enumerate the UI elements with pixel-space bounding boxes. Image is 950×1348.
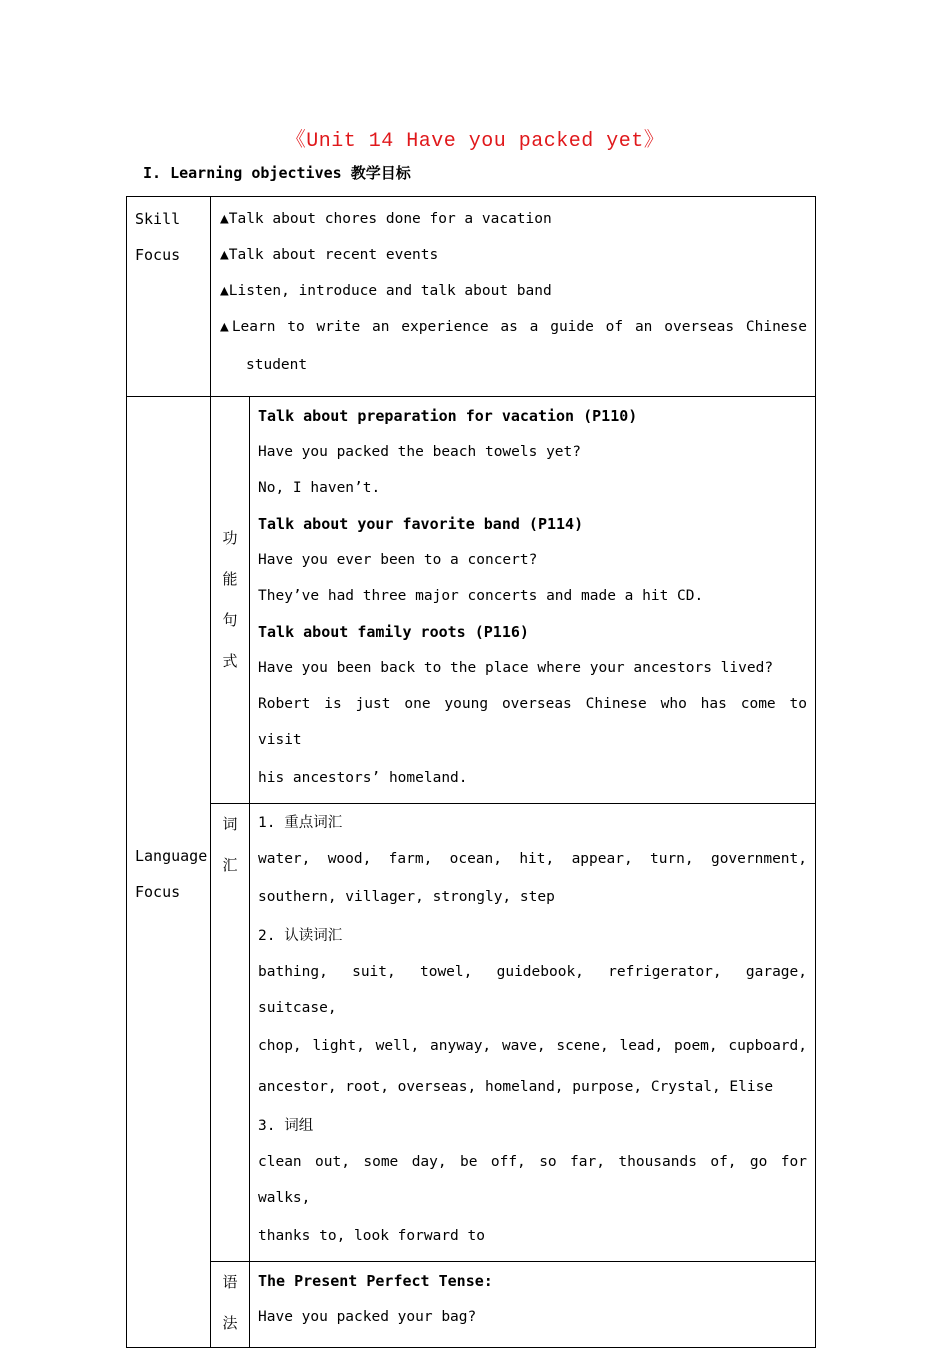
function-heading: Talk about preparation for vacation (P110) [258, 407, 638, 425]
function-sentence: Have you packed the beach towels yet? [258, 444, 582, 460]
vocabulary-label: 词 汇 [211, 804, 250, 1262]
vocab-line: bathing, suit, towel, guidebook, refrigerator, garage, suitcase, [258, 964, 807, 1016]
skill-focus-row [127, 197, 816, 397]
section-heading: I. Learning objectives 教学目标 [143, 164, 411, 182]
function-content [250, 397, 816, 804]
grammar-heading: The Present Perfect Tense: [258, 1272, 493, 1290]
function-label: 功 能 句 式 [211, 397, 250, 804]
vocab-heading: 1. 重点词汇 [258, 815, 343, 831]
skill-item: ▲Talk about recent events [220, 247, 439, 263]
vocabulary-row [127, 804, 816, 1262]
skill-item: ▲Listen, introduce and talk about band [220, 283, 552, 299]
grammar-content [250, 1262, 816, 1348]
vocab-line: southern, villager, strongly, step [258, 889, 555, 905]
vocab-line: chop, light, well, anyway, wave, scene, lead, poem, cupboard, [258, 1038, 807, 1054]
vocab-heading: 2. 认读词汇 [258, 928, 343, 944]
vocab-line: thanks to, look forward to [258, 1228, 485, 1244]
function-sentence: They’ve had three major concerts and made a hit CD. [258, 588, 704, 604]
grammar-row [127, 1262, 816, 1348]
document-title: 《Unit 14 Have you packed yet》 [285, 130, 665, 153]
function-heading: Talk about your favorite band (P114) [258, 515, 584, 533]
function-heading: Talk about family roots (P116) [258, 623, 529, 641]
skill-focus-label: Skill Focus [127, 197, 211, 397]
grammar-label: 语 法 [211, 1262, 250, 1348]
function-row [127, 397, 816, 804]
function-sentence: Have you been back to the place where your ancestors lived? [258, 660, 774, 676]
skill-item: ▲Learn to write an experience as a guide of an overseas Chinese [220, 319, 807, 335]
skill-focus-content [211, 197, 816, 397]
skill-item: ▲Talk about chores done for a vacation [220, 211, 552, 227]
grammar-sentence: Have you packed your bag? [258, 1309, 477, 1325]
vocab-heading: 3. 词组 [258, 1118, 314, 1134]
function-sentence: No, I haven’t. [258, 480, 381, 496]
function-sentence: his ancestors’ homeland. [258, 770, 468, 786]
function-sentence: Have you ever been to a concert? [258, 552, 538, 568]
objectives-table [126, 196, 816, 1348]
skill-item: student [246, 357, 308, 373]
function-sentence: Robert is just one young overseas Chinese who has come to visit [258, 696, 807, 748]
vocab-line: clean out, some day, be off, so far, thousands of, go for walks, [258, 1154, 807, 1206]
vocabulary-content [250, 804, 816, 1262]
vocab-line: water, wood, farm, ocean, hit, appear, turn, government, [258, 851, 807, 867]
language-focus-label: Language Focus [127, 397, 211, 1348]
vocab-line: ancestor, root, overseas, homeland, purpose, Crystal, Elise [258, 1079, 774, 1095]
